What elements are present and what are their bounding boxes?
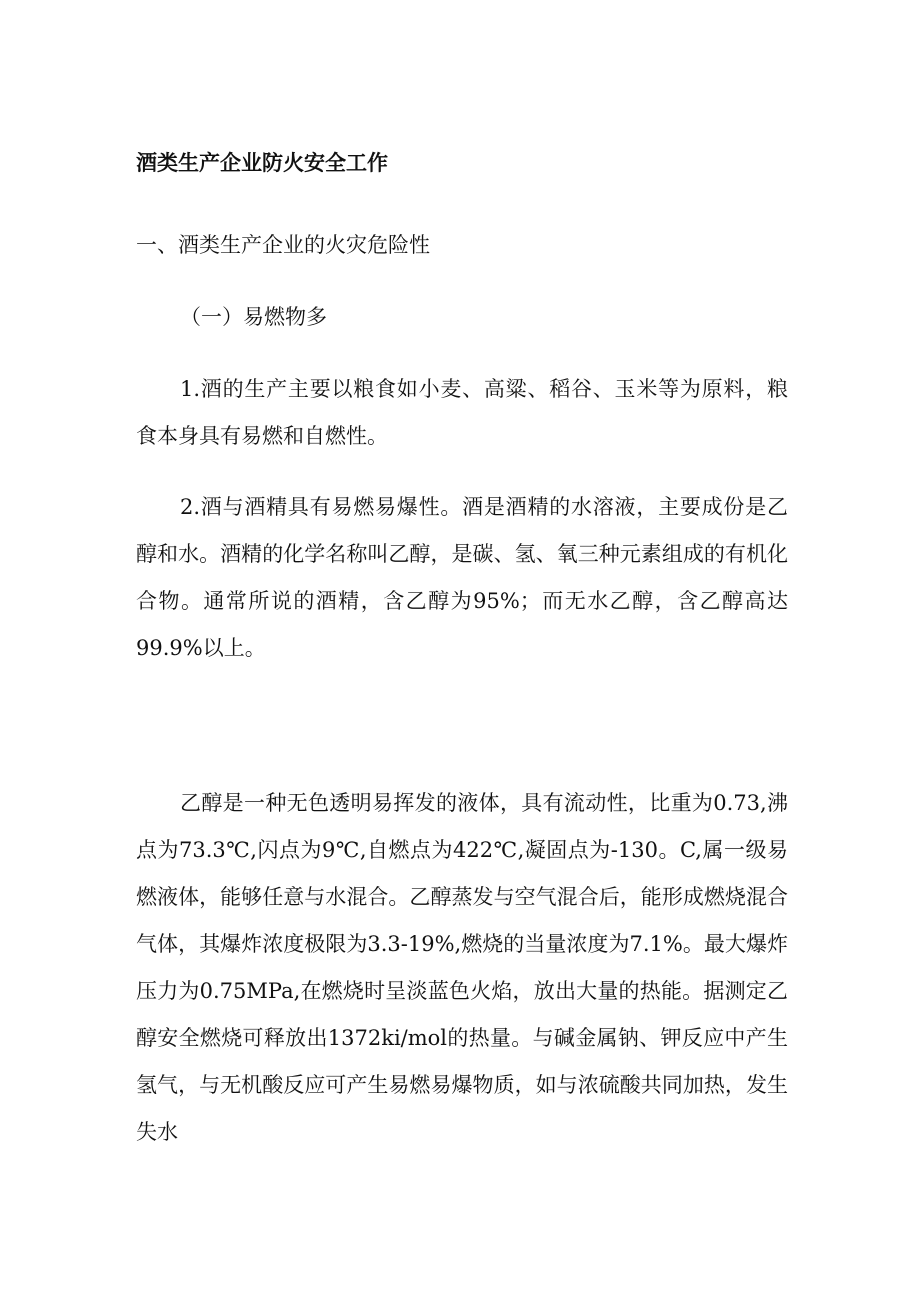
section-heading: 一、酒类生产企业的火灾危险性 bbox=[136, 233, 430, 257]
subsection-heading: （一）易燃物多 bbox=[180, 305, 327, 329]
document-title: 酒类生产企业防火安全工作 bbox=[136, 151, 388, 175]
paragraph-grain-flammability: 1.酒的生产主要以粮食如小麦、高粱、稻谷、玉米等为原料，粮食本身具有易燃和自燃性。 bbox=[136, 377, 788, 448]
paragraph-ethanol-properties: 乙醇是一种无色透明易挥发的液体，具有流动性，比重为0.73,沸点为73.3℃,闪点为9℃,自燃点为422℃,凝固点为-130。C,属一级易燃液体，能够任意与水混合。乙醇蒸发与空气混合后，能形成燃烧混合气体，其爆炸浓度极限为3.3-19%,燃烧的当量浓度为7.1%。最大爆炸压力为0.75MPa,在燃烧时呈淡蓝色火焰，放出大量的热能。据测定乙醇安全燃烧可释放出1372ki/mol的热量。与碱金属钠、钾反应中产生氢气，与无机酸反应可产生易燃易爆物质，如与浓硫酸共同加热，发生失水 bbox=[136, 791, 788, 1144]
paragraph-alcohol-explosiveness: 2.酒与酒精具有易燃易爆性。酒是酒精的水溶液，主要成份是乙醇和水。酒精的化学名称叫乙醇，是碳、氢、氧三种元素组成的有机化合物。通常所说的酒精，含乙醇为95%；而无水乙醇，含乙醇高达99.9%以上。 bbox=[136, 495, 788, 660]
